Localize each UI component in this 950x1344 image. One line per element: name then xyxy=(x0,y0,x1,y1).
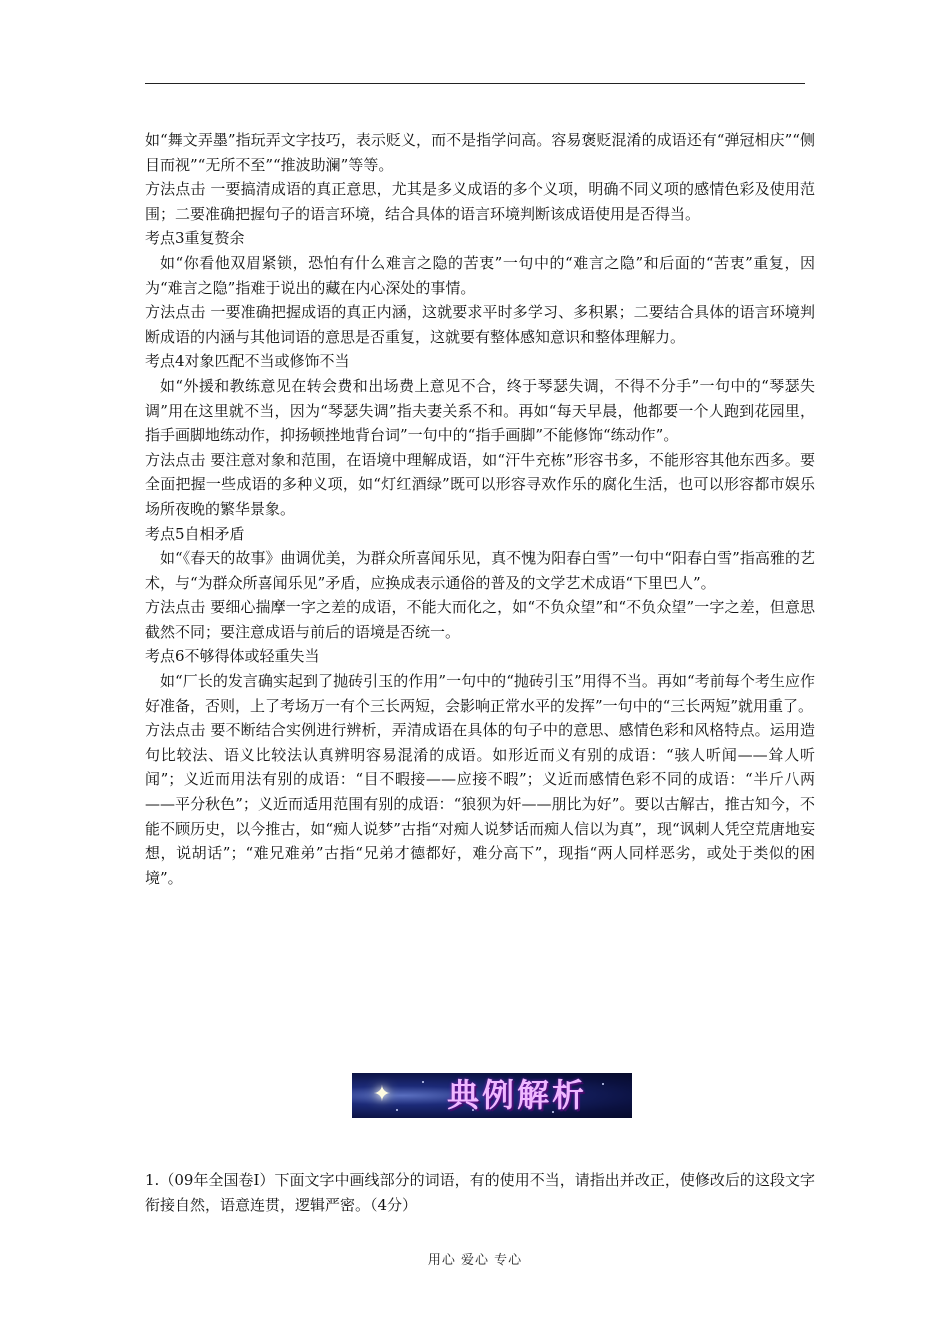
paragraph: 方法点击 要细心揣摩一字之差的成语，不能大而化之，如“不负众望”和“不负众望”一字之差，但意思截然不同；要注意成语与前后的语境是否统一。 xyxy=(145,598,815,641)
paragraph: 如“你看他双眉紧锁，恐怕有什么难言之隐的苦衷”一句中的“难言之隐”和后面的“苦衷”重复，因为“难言之隐”指难于说出的藏在内心深处的事情。 xyxy=(145,253,815,297)
section-heading: 考点4对象匹配不当或修饰不当 xyxy=(145,352,350,371)
header-rule xyxy=(145,83,805,84)
page-footer: 用心 爱心 专心 xyxy=(427,1253,523,1268)
document-body xyxy=(145,128,815,890)
question-block xyxy=(145,1168,815,1217)
example-analysis-banner xyxy=(352,1073,632,1118)
star-icon: ✦ xyxy=(372,1082,392,1107)
paragraph: 如“舞文弄墨”指玩弄文字技巧，表示贬义，而不是指学问高。容易褒贬混淆的成语还有“弹冠相庆”“侧目而视”“无所不至”“推波助澜”等等。 xyxy=(145,131,815,174)
paragraph: 如“《春天的故事》曲调优美，为群众所喜闻乐见，真不愧为阳春白雪”一句中“阳春白雪”指高雅的艺术，与“为群众所喜闻乐见”矛盾，应换成表示通俗的普及的文学艺术成语“下里巴人”。 xyxy=(145,549,815,592)
section-heading: 考点3重复赘余 xyxy=(145,229,245,248)
paragraph: 方法点击 一要搞清成语的真正意思，尤其是多义成语的多个义项，明确不同义项的感情色彩及使用范围；二要准确把握句子的语言环境，结合具体的语言环境判断该成语使用是否得当。 xyxy=(145,180,815,223)
paragraph: 方法点击 一要准确把握成语的真正内涵，这就要求平时多学习、多积累；二要结合具体的语言环境判断成语的内涵与其他词语的意思是否重复，这就要有整体感知意识和整体理解力。 xyxy=(145,303,815,346)
paragraph: 如“外援和教练意见在转会费和出场费上意见不合，终于琴瑟失调，不得不分手”一句中的“琴瑟失调”用在这里就不当，因为“琴瑟失调”指夫妻关系不和。再如“每天早晨，他都要一个人跑到花园里，指手画脚地练动作，抑扬顿挫地背台词”一句中的“指手画脚”不能修饰“练动作”。 xyxy=(145,376,815,445)
section-heading: 考点5自相矛盾 xyxy=(145,524,245,543)
paragraph: 方法点击 要不断结合实例进行辨析，弄清成语在具体的句子中的意思、感情色彩和风格特点。运用造句比较法、语义比较法认真辨明容易混淆的成语。如形近而义有别的成语：“骇人听闻——耸人听闻”；义近而用法有别的成语：“目不暇接——应接不暇”；义近而感情色彩不同的成语：“半斤八两——平分秋色”；义近而适用范围有别的成语：“狼狈为奸——朋比为好”。要以古解古，推古知今，不能不顾历史，以今推古，如“痴人说梦”古指“对痴人说梦话而痴人信以为真”，现“讽刺人凭空荒唐地妄想，说胡话”；“难兄难弟”古指“兄弟才德都好，难分高下”，现指“两人同样恶劣，或处于类似的困境”。 xyxy=(145,721,815,887)
paragraph: 如“厂长的发言确实起到了抛砖引玉的作用”一句中的“抛砖引玉”用得不当。再如“考前每个考生应作好准备，否则，上了考场万一有个三长两短，会影响正常水平的发挥”一句中的“三长两短”就用重了。 xyxy=(145,672,815,715)
paragraph: 方法点击 要注意对象和范围，在语境中理解成语，如“汗牛充栋”形容书多，不能形容其他东西多。要全面把握一些成语的多种义项，如“灯红酒绿”既可以形容寻欢作乐的腐化生活，也可以形容都市娱乐场所夜晚的繁华景象。 xyxy=(145,450,815,518)
question-text: 1.（09年全国卷Ⅰ）下面文字中画线部分的词语，有的使用不当，请指出并改正，使修改后的这段文字衔接自然，语意连贯，逻辑严密。（4分） xyxy=(145,1171,815,1214)
section-heading: 考点6不够得体或轻重失当 xyxy=(145,647,320,666)
banner-title: 典例解析 xyxy=(446,1076,587,1114)
